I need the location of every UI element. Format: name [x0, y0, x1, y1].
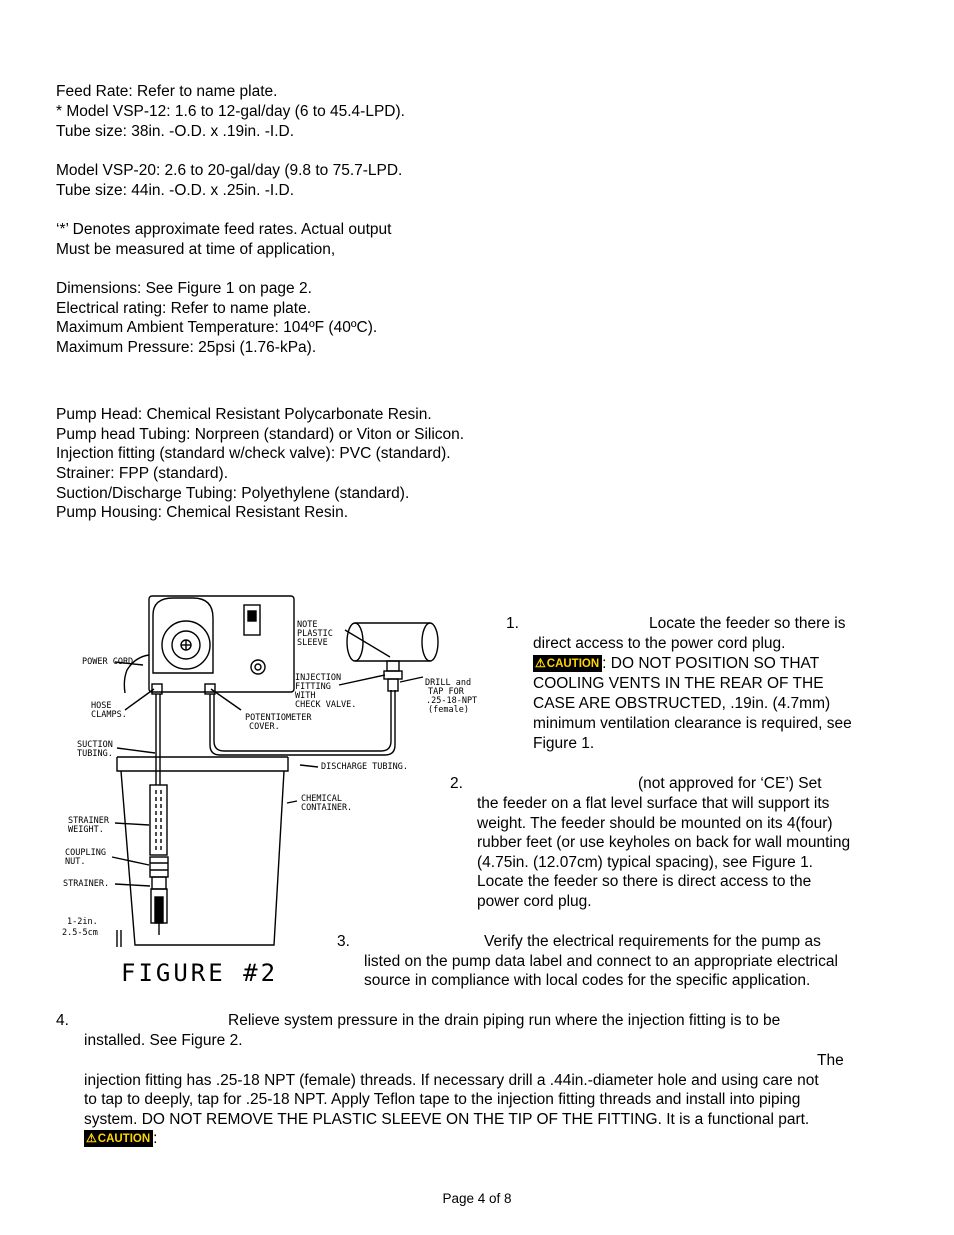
caution-badge-2: [84, 1130, 153, 1147]
step2-line2: the feeder on a flat level surface that will support its: [477, 795, 830, 812]
label-discharge: DISCHARGE TUBING.: [321, 762, 408, 772]
step2-line6: Locate the feeder so there is direct access to the: [477, 873, 812, 890]
step4-line6: system. DO NOT REMOVE THE PLASTIC SLEEVE ON THE TIP OF THE FITTING. It is a functional part.: [84, 1111, 810, 1128]
step1-caution-line: [533, 654, 819, 674]
step1-line3: : DO NOT POSITION SO THAT: [602, 655, 820, 672]
step1-line1: Locate the feeder so there is: [649, 615, 846, 632]
figure-2-diagram: [55, 585, 495, 990]
step2-line4: rubber feet (or use keyholes on back for wall mounting: [477, 834, 851, 851]
spec-vsp12-tube: Tube size: 38in. -O.D. x .19in. -I.D.: [56, 123, 295, 140]
spec-note-2: Must be measured at time of application,: [56, 241, 336, 258]
step3-line2: listed on the pump data label and connect to an appropriate electrical: [364, 953, 838, 970]
warning-triangle-icon: ⚠: [86, 1131, 97, 1145]
label-strainer-weight-2: WEIGHT.: [68, 825, 104, 835]
label-pot-1: POTENTIOMETER: [245, 713, 312, 723]
step2-line7: power cord plug.: [477, 893, 592, 910]
label-coupling-1: COUPLING: [65, 848, 106, 858]
label-strainer: STRAINER.: [63, 879, 110, 889]
step3-number: 3.: [337, 933, 350, 950]
spec-electrical: Electrical rating: Refer to name plate.: [56, 300, 312, 317]
step4-line1: Relieve system pressure in the drain piping run where the injection fitting is to be: [228, 1012, 781, 1029]
spec-max-temp: Maximum Ambient Temperature: 104ºF (40ºC).: [56, 319, 378, 336]
label-power-cord: POWER CORD: [82, 657, 134, 667]
label-hose-clamps-1: HOSE: [91, 701, 112, 711]
mat-housing: Pump Housing: Chemical Resistant Resin.: [56, 504, 349, 521]
step4-number: 4.: [56, 1012, 69, 1029]
step1-line2: direct access to the power cord plug.: [533, 635, 786, 652]
label-container-2: CONTAINER.: [301, 803, 353, 813]
step2-line3: weight. The feeder should be mounted on its 4(four): [477, 815, 833, 832]
step4-caution-line: [84, 1129, 157, 1149]
label-suction-1: SUCTION: [77, 740, 113, 750]
label-note-1: NOTE: [297, 620, 318, 630]
label-container-1: CHEMICAL: [301, 794, 342, 804]
label-strainer-weight-1: STRAINER: [68, 816, 109, 826]
label-suction-2: TUBING.: [77, 749, 113, 759]
figure-title: FIGURE #2: [121, 959, 279, 987]
label-injection-3: WITH: [295, 691, 316, 701]
spec-vsp20-tube: Tube size: 44in. -O.D. x .25in. -I.D.: [56, 182, 295, 199]
label-depth-2: 2.5-5cm: [62, 928, 98, 938]
step2-number: 2.: [450, 775, 463, 792]
step4-line3: The: [817, 1052, 844, 1069]
label-injection-1: INJECTION: [295, 673, 342, 683]
mat-injection-fitting: Injection fitting (standard w/check valve): PVC (standard).: [56, 445, 451, 462]
caution-label: CAUTION: [546, 658, 600, 670]
step3-line1: Verify the electrical requirements for the pump as: [484, 933, 821, 950]
page-number: Page 4 of 8: [442, 1191, 512, 1206]
step1-line7: Figure 1.: [533, 735, 595, 752]
step4-line7: :: [153, 1130, 158, 1147]
label-injection-2: FITTING: [295, 682, 331, 692]
spec-vsp12-rate: * Model VSP-12: 1.6 to 12-gal/day (6 to 45.4-LPD).: [56, 103, 405, 120]
label-drill-2: TAP FOR: [428, 687, 464, 697]
spec-max-pressure: Maximum Pressure: 25psi (1.76-kPa).: [56, 339, 317, 356]
step1-number: 1.: [506, 615, 519, 632]
label-injection-4: CHECK VALVE.: [295, 700, 357, 710]
step2-line1: (not approved for ‘CE’) Set: [638, 775, 822, 792]
spec-feed-rate: Feed Rate: Refer to name plate.: [56, 83, 278, 100]
step2-line5: (4.75in. (12.07cm) typical spacing), see Figure 1.: [477, 854, 813, 871]
caution-badge-1: [533, 655, 602, 672]
step4-line2: installed. See Figure 2.: [84, 1032, 243, 1049]
step1-line6: minimum ventilation clearance is required, see: [533, 715, 852, 732]
step1-line4: COOLING VENTS IN THE REAR OF THE: [533, 675, 824, 692]
label-drill-3: .25-18-NPT: [426, 696, 478, 706]
warning-triangle-icon: ⚠: [535, 656, 546, 670]
label-coupling-2: NUT.: [65, 857, 86, 867]
label-drill-1: DRILL and: [425, 678, 472, 688]
label-note-2: PLASTIC: [297, 629, 333, 639]
mat-strainer: Strainer: FPP (standard).: [56, 465, 229, 482]
step3-line3: source in compliance with local codes for the specific application.: [364, 972, 811, 989]
step1-line5: CASE ARE OBSTRUCTED, .19in. (4.7mm): [533, 695, 831, 712]
label-drill-4: (female): [428, 705, 469, 715]
spec-vsp20-rate: Model VSP-20: 2.6 to 20-gal/day (9.8 to 75.7-LPD.: [56, 162, 403, 179]
mat-suction-tubing: Suction/Discharge Tubing: Polyethylene (standard).: [56, 485, 410, 502]
label-hose-clamps-2: CLAMPS.: [91, 710, 127, 720]
spec-dimensions: Dimensions: See Figure 1 on page 2.: [56, 280, 312, 297]
mat-pump-head: Pump Head: Chemical Resistant Polycarbonate Resin.: [56, 406, 432, 423]
label-note-3: SLEEVE: [297, 638, 328, 648]
mat-head-tubing: Pump head Tubing: Norpreen (standard) or Viton or Silicon.: [56, 426, 465, 443]
label-depth-1: 1-2in.: [67, 917, 98, 927]
step4-line4: injection fitting has .25-18 NPT (female) threads. If necessary drill a .44in.-diameter hole and using care not: [84, 1072, 819, 1089]
label-pot-2: COVER.: [249, 722, 280, 732]
step4-line5: to tap to deeply, tap for .25-18 NPT. Apply Teflon tape to the injection fitting threads and install into piping: [84, 1091, 801, 1108]
spec-note-1: ‘*’ Denotes approximate feed rates. Actual output: [56, 221, 392, 238]
caution-label: CAUTION: [97, 1133, 151, 1145]
